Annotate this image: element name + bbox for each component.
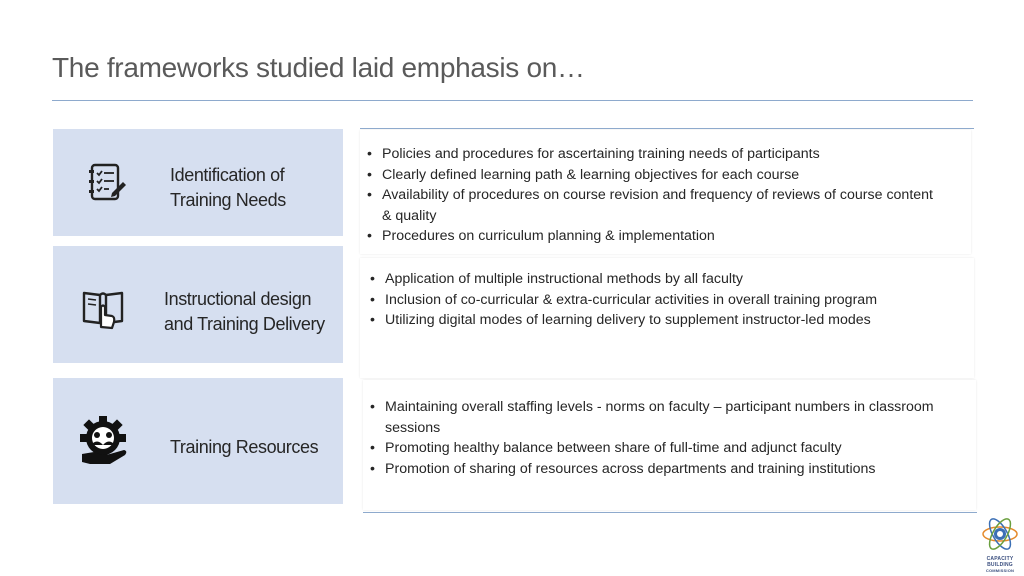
logo-text-line: COMMISSION — [985, 568, 1015, 573]
section-box-instructional-design — [53, 246, 343, 363]
slide-title: The frameworks studied laid emphasis on… — [52, 52, 585, 83]
section-label: Instructional design and Training Delivery — [164, 289, 325, 334]
bullet-item: • Availability of procedures on course revision and frequency of reviews of course content & quality — [367, 185, 942, 226]
bullet-item: • Inclusion of co-curricular & extra-curricular activities in overall training program — [370, 290, 970, 311]
bullet-item: • Promoting healthy balance between share of full-time and adjunct faculty — [370, 438, 960, 459]
logo-text-line: BUILDING — [987, 561, 1013, 568]
panel-bottom-rule — [363, 512, 977, 513]
bullet-item: • Maintaining overall staffing levels - norms on faculty – participant numbers in classroom sessions — [370, 397, 940, 438]
logo-emblem-icon — [981, 516, 1019, 552]
book-touch-icon — [81, 287, 125, 336]
gear-people-hand-icon — [76, 414, 130, 475]
section-box-training-resources — [53, 378, 343, 504]
bullet-item: • Application of multiple instructional methods by all faculty — [370, 269, 970, 290]
bullets-panel-training-resources — [363, 380, 976, 510]
bullet-item: • Policies and procedures for ascertaining training needs of participants — [367, 144, 957, 165]
checklist-icon — [87, 162, 127, 209]
bullet-item: • Utilizing digital modes of learning delivery to supplement instructor-led modes — [370, 310, 970, 331]
title-divider — [52, 100, 973, 101]
bullet-item: • Procedures on curriculum planning & implementation — [367, 226, 957, 247]
section-label: Identification of Training Needs — [170, 165, 286, 210]
bullets-panel-instructional-design — [360, 258, 974, 378]
bullets-panel-training-needs — [360, 130, 971, 254]
section-label: Training Resources — [170, 437, 319, 457]
section-box-training-needs — [53, 129, 343, 236]
panel-top-rule — [360, 128, 974, 129]
bullet-item: • Promotion of sharing of resources across departments and training institutions — [370, 459, 960, 480]
logo-text-line: CAPACITY — [986, 556, 1014, 562]
bullet-item: • Clearly defined learning path & learning objectives for each course — [367, 165, 957, 186]
capacity-building-commission-logo — [981, 516, 1019, 572]
